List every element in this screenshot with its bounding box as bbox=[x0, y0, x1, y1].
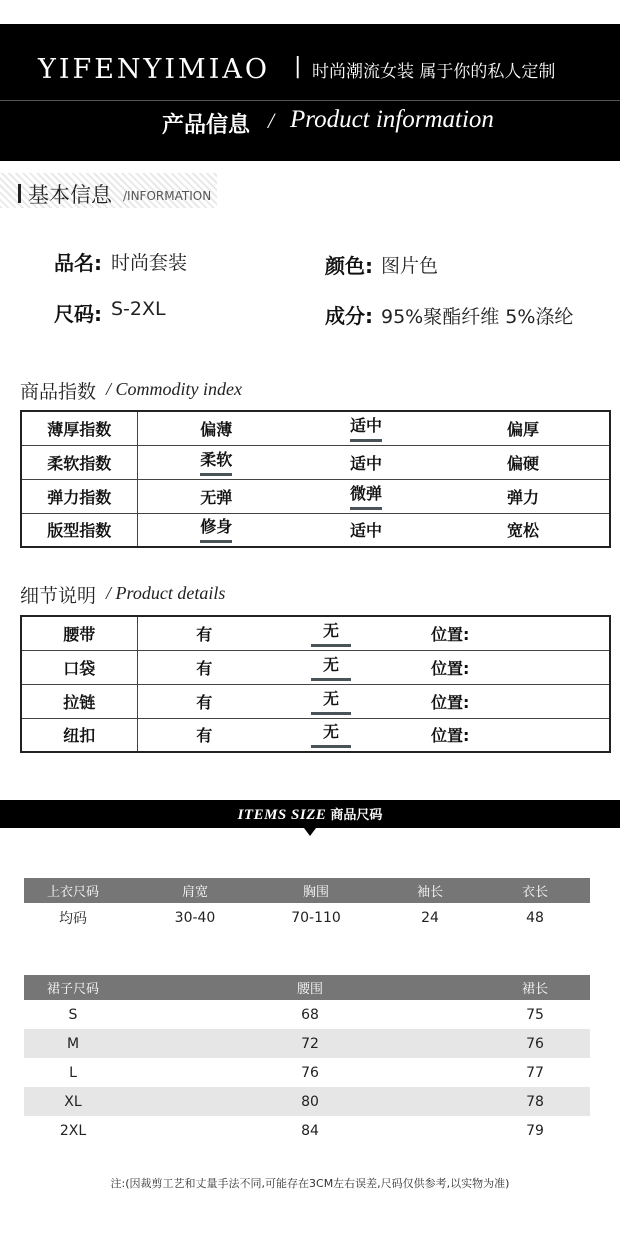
selected-option-no: 无 bbox=[311, 620, 351, 647]
product-info-title-en: Product information bbox=[290, 106, 494, 133]
selected-option: 修身 bbox=[200, 516, 232, 543]
table-row bbox=[24, 903, 590, 932]
table-cell: 76 bbox=[301, 1064, 319, 1081]
row-label: 纽扣 bbox=[21, 718, 137, 752]
size-banner bbox=[0, 800, 620, 828]
table-cell: 68 bbox=[301, 1006, 319, 1023]
row-label: 口袋 bbox=[21, 650, 137, 684]
details-table bbox=[20, 615, 611, 753]
banner-pointer-icon bbox=[304, 828, 316, 836]
table-cell: 30-40 bbox=[174, 909, 216, 926]
table-cell: 75 bbox=[526, 1006, 544, 1023]
table-cell: L bbox=[69, 1064, 77, 1081]
option-yes: 有 bbox=[196, 692, 213, 712]
field-color-value: 图片色 bbox=[381, 255, 439, 277]
header-cell: 裙子尺码 bbox=[46, 982, 99, 997]
skirt-size-table bbox=[24, 975, 590, 1145]
table-cell: 70-110 bbox=[291, 909, 341, 926]
header-cell: 衣长 bbox=[521, 885, 548, 900]
basic-info-title-cn: 基本信息 bbox=[28, 183, 112, 207]
option: 偏硬 bbox=[506, 453, 539, 473]
field-color-label: 颜色: bbox=[325, 254, 373, 278]
details-title-cn: 细节说明 bbox=[20, 585, 97, 607]
table-cell: S bbox=[68, 1006, 78, 1023]
table-cell: 78 bbox=[526, 1093, 544, 1110]
table-cell: 76 bbox=[526, 1035, 544, 1052]
details-row-pocket bbox=[21, 650, 610, 684]
size-banner-title-cn: 商品尺码 bbox=[330, 808, 383, 823]
header-cell: 袖长 bbox=[416, 885, 443, 900]
option-yes: 有 bbox=[196, 624, 213, 644]
row-label: 腰带 bbox=[21, 616, 137, 650]
field-size-value: S-2XL bbox=[111, 298, 166, 320]
field-name-label: 品名: bbox=[54, 251, 102, 275]
details-title-en: / Product details bbox=[106, 583, 226, 603]
header-cell: 裙长 bbox=[521, 982, 548, 997]
table-cell: 77 bbox=[526, 1064, 544, 1081]
commodity-row-fit bbox=[21, 513, 610, 547]
row-label: 拉链 bbox=[21, 684, 137, 718]
row-label: 弹力指数 bbox=[21, 479, 137, 513]
selected-option-no: 无 bbox=[311, 688, 351, 715]
table-cell: 48 bbox=[526, 909, 544, 926]
option: 宽松 bbox=[506, 521, 539, 541]
brand-tagline: 时尚潮流女装 属于你的私人定制 bbox=[312, 62, 556, 82]
option: 弹力 bbox=[506, 487, 539, 507]
position-label: 位置: bbox=[431, 658, 470, 678]
skirt-size-header-row bbox=[24, 975, 590, 1000]
option: 适中 bbox=[349, 453, 382, 473]
header-cell: 胸围 bbox=[302, 885, 329, 900]
option-yes: 有 bbox=[196, 658, 213, 678]
size-banner-title-en: ITEMS SIZE bbox=[237, 807, 327, 823]
option: 无弹 bbox=[200, 487, 233, 507]
selected-option-no: 无 bbox=[311, 721, 351, 748]
field-size-label: 尺码: bbox=[54, 302, 102, 326]
field-material-value: 95%聚酯纤维 5%涤纶 bbox=[381, 306, 574, 328]
selected-option: 微弹 bbox=[350, 483, 382, 510]
commodity-title-cn: 商品指数 bbox=[20, 381, 97, 403]
top-size-table bbox=[24, 878, 590, 932]
option: 偏厚 bbox=[506, 419, 539, 439]
selected-option: 柔软 bbox=[200, 449, 232, 476]
table-cell: 2XL bbox=[59, 1122, 87, 1139]
header-cell: 肩宽 bbox=[181, 885, 208, 900]
table-cell: 均码 bbox=[59, 910, 87, 927]
commodity-row-softness bbox=[21, 445, 610, 479]
table-cell: 72 bbox=[301, 1035, 319, 1052]
field-material-label: 成分: bbox=[325, 304, 373, 328]
table-cell: 84 bbox=[301, 1122, 319, 1139]
basic-info-title-en: /INFORMATION bbox=[123, 189, 212, 203]
row-label: 薄厚指数 bbox=[21, 411, 137, 445]
header-cell: 上衣尺码 bbox=[46, 885, 99, 900]
size-disclaimer-note: 注:(因裁剪工艺和丈量手法不同,可能存在3CM左右误差,尺码仅供参考,以实物为准) bbox=[110, 1177, 510, 1190]
field-name-value: 时尚套装 bbox=[111, 252, 188, 274]
commodity-row-elasticity bbox=[21, 479, 610, 513]
option-yes: 有 bbox=[196, 726, 213, 746]
table-cell: 24 bbox=[421, 909, 439, 926]
product-info-title-cn: 产品信息 bbox=[162, 113, 251, 138]
selected-option: 适中 bbox=[350, 415, 382, 442]
commodity-row-thickness bbox=[21, 411, 610, 445]
option: 适中 bbox=[349, 521, 382, 541]
row-label: 柔软指数 bbox=[21, 445, 137, 479]
top-size-header-row bbox=[24, 878, 590, 903]
table-row bbox=[24, 1116, 590, 1145]
position-label: 位置: bbox=[431, 692, 470, 712]
product-info-separator: / bbox=[268, 108, 275, 133]
brand-name: YIFENYIMIAO bbox=[38, 54, 270, 85]
header-divider bbox=[0, 100, 620, 101]
table-row bbox=[24, 1029, 590, 1058]
table-cell: XL bbox=[64, 1093, 82, 1110]
brand-separator: | bbox=[294, 54, 302, 79]
table-cell: M bbox=[66, 1035, 80, 1052]
commodity-title-en: / Commodity index bbox=[106, 379, 242, 399]
commodity-index-table bbox=[20, 410, 611, 548]
details-row-zipper bbox=[21, 684, 610, 718]
table-cell: 80 bbox=[301, 1093, 319, 1110]
header-cell: 腰围 bbox=[296, 982, 323, 997]
details-row-button bbox=[21, 718, 610, 752]
position-label: 位置: bbox=[431, 726, 470, 746]
table-cell: 79 bbox=[526, 1122, 544, 1139]
table-row bbox=[24, 1087, 590, 1116]
basic-info-marker bbox=[18, 184, 21, 203]
table-row bbox=[24, 1058, 590, 1087]
table-row bbox=[24, 1000, 590, 1029]
position-label: 位置: bbox=[431, 624, 470, 644]
row-label: 版型指数 bbox=[21, 513, 137, 547]
selected-option-no: 无 bbox=[311, 654, 351, 681]
details-row-belt bbox=[21, 616, 610, 650]
header-banner bbox=[0, 24, 620, 161]
option: 偏薄 bbox=[200, 419, 233, 439]
